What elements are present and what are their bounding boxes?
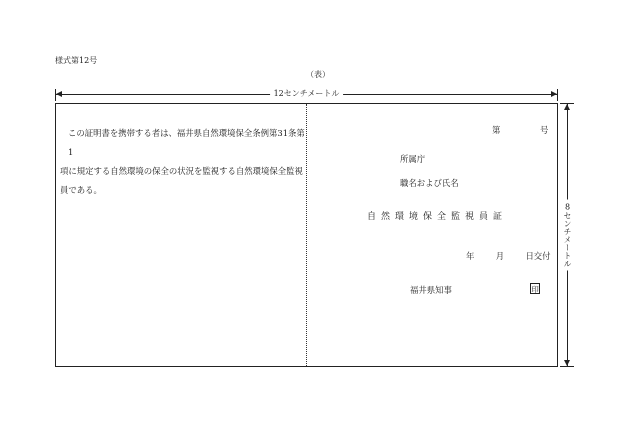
- certification-line-3: 員である。: [60, 185, 102, 195]
- issuer-label: 福井県知事: [410, 285, 452, 295]
- width-dimension-label: 12センチメートル: [270, 88, 344, 100]
- up-arrow-icon: [564, 104, 570, 110]
- form-number: 様式第12号: [55, 56, 98, 65]
- date-day-label: 日交付: [525, 251, 551, 261]
- date-month-label: 月: [495, 251, 505, 261]
- certification-line-2: 項に規定する自然環境の保全の状況を監視する自然環境保全監視: [60, 166, 303, 176]
- affiliation-label: 所属庁: [400, 154, 426, 164]
- width-dimension-right-tick: [557, 89, 558, 101]
- height-dimension-label: 8センチメートル: [560, 200, 574, 271]
- right-arrow-icon: [551, 91, 557, 97]
- certificate-card: [55, 103, 558, 367]
- down-arrow-icon: [564, 360, 570, 366]
- position-and-name-label: 職名および氏名: [400, 178, 459, 188]
- width-dimension: [55, 89, 558, 101]
- height-dimension-bottom-tick: [560, 366, 574, 367]
- left-arrow-icon: [56, 91, 62, 97]
- issue-date: [466, 250, 551, 262]
- number-suffix: 号: [540, 125, 549, 135]
- seal-stamp: 印: [531, 285, 539, 294]
- certificate-title: 自然環境保全監視員証: [367, 212, 508, 222]
- date-year-label: 年: [466, 251, 475, 261]
- certification-text: [60, 124, 306, 200]
- number-label: 第: [492, 125, 501, 135]
- side-label: （表）: [306, 70, 330, 79]
- height-dimension: [560, 103, 574, 367]
- certification-line-1: この証明書を携帯する者は、福井県自然環境保全条例第31条第1: [68, 128, 305, 157]
- card-divider: [306, 104, 307, 366]
